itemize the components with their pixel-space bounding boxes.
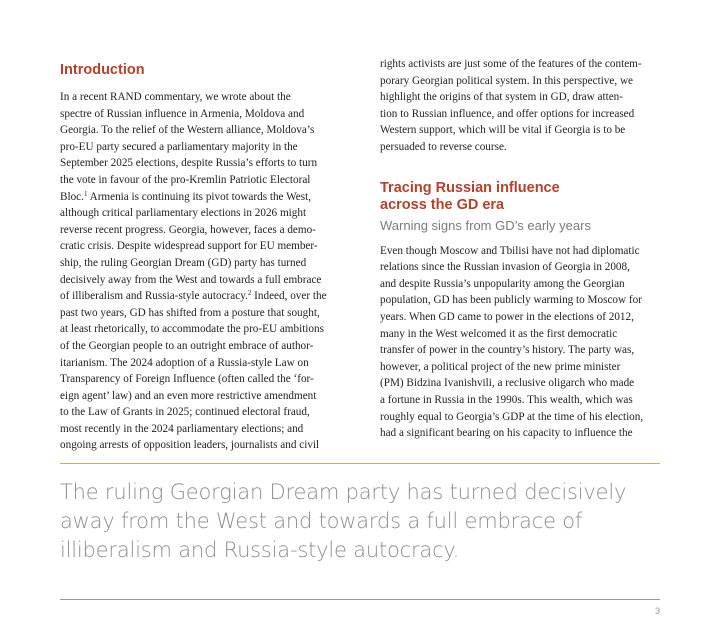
body-line: of the Georgian people to an outright embrace of author- <box>60 339 314 352</box>
body-line: however, a political project of the new prime minister <box>380 360 621 373</box>
body-line: most recently in the 2024 parliamentary elections; and <box>60 422 304 435</box>
body-line: and despite Russia’s unpopularity among the Georgian <box>380 277 625 290</box>
introduction-paragraph <box>60 89 342 454</box>
body-line: a fortune in Russia in the 1990s. This wealth, which was <box>380 393 633 406</box>
body-line: Even though Moscow and Tbilisi have not had diplomatic <box>380 244 640 257</box>
body-line: at least rhetorically, to accommodate the pro-EU ambitions <box>60 323 324 336</box>
page-number: 3 <box>654 606 660 616</box>
heading-line: across the GD era <box>380 196 505 213</box>
body-text: Indeed, over the <box>251 290 327 303</box>
body-line: tion to Russian influence, and offer options for increased <box>380 107 635 120</box>
pull-quote-top-rule <box>60 463 660 464</box>
body-line <box>60 288 342 305</box>
body-line: although critical parliamentary elections in 2026 might <box>60 207 307 220</box>
pull-quote-line: illiberalism and Russia-style autocracy. <box>60 538 460 562</box>
body-line: spectre of Russian influence in Armenia, Moldova and <box>60 107 305 120</box>
footnote-ref-2[interactable]: 2 <box>247 289 252 298</box>
body-line: roughly equal to Georgia’s GDP at the time of his election, <box>380 410 644 423</box>
body-line: Transparency of Foreign Influence (often called the ‘for- <box>60 373 314 386</box>
body-line: ongoing arrests of opposition leaders, journalists and civil <box>60 439 320 452</box>
body-line <box>60 189 342 206</box>
body-line: cratic crisis. Despite widespread support for EU member- <box>60 240 318 253</box>
body-line: relations since the Russian invasion of Georgia in 2008, <box>380 261 630 274</box>
body-line: population, GD has been publicly warming to Moscow for <box>380 294 642 307</box>
body-text: Bloc. <box>60 190 84 203</box>
body-line: highlight the origins of that system in GD, draw atten- <box>380 91 623 104</box>
footer-rule <box>60 599 660 600</box>
continued-paragraph <box>380 56 662 156</box>
body-text: Armenia is continuing its pivot towards the West, <box>87 190 311 203</box>
body-text: of illiberalism and Russia-style autocracy. <box>60 290 248 303</box>
body-line: transfer of power in the country’s history. The party was, <box>380 344 635 357</box>
section-heading-tracing-russian-influence <box>380 180 662 214</box>
body-line: Georgia. To the relief of the Western alliance, Moldova’s <box>60 124 315 137</box>
body-line: eign agent’ law) and an even more restrictive amendment <box>60 389 317 402</box>
section-heading-introduction: Introduction <box>60 62 145 78</box>
footnote-ref-1[interactable]: 1 <box>83 189 88 198</box>
pull-quote <box>60 478 680 565</box>
body-line: persuaded to reverse course. <box>380 140 507 153</box>
body-line: ship, the ruling Georgian Dream (GD) party has turned <box>60 256 307 269</box>
body-line: September 2025 elections, despite Russia’s efforts to turn <box>60 157 318 170</box>
body-line: had a significant bearing on his capacity to influence the <box>380 427 633 440</box>
body-line: years. When GD came to power in the elections of 2012, <box>380 310 634 323</box>
pull-quote-line: The ruling Georgian Dream party has turned decisively <box>60 480 627 504</box>
left-column <box>60 62 342 454</box>
body-line: (PM) Bidzina Ivanishvili, a reclusive oligarch who made <box>380 377 635 390</box>
body-line: In a recent RAND commentary, we wrote about the <box>60 91 291 103</box>
body-line: itarianism. The 2024 adoption of a Russia-style Law on <box>60 356 309 369</box>
body-line: past two years, GD has shifted from a posture that sought, <box>60 306 320 319</box>
pull-quote-line: away from the West and towards a full embrace of <box>60 509 583 533</box>
body-line: porary Georgian political system. In this perspective, we <box>380 74 633 87</box>
tracing-paragraph <box>380 243 662 442</box>
body-line: the vote in favour of the pro-Kremlin Patriotic Electoral <box>60 173 311 186</box>
body-line: reverse recent progress. Georgia, however, faces a demo- <box>60 223 316 236</box>
heading-line: Tracing Russian influence <box>380 179 560 196</box>
body-line: rights activists are just some of the features of the contem- <box>380 58 642 70</box>
body-line: pro-EU party secured a parliamentary majority in the <box>60 140 298 153</box>
body-line: to the Law of Grants in 2025; continued electoral fraud, <box>60 406 310 419</box>
subheading-warning-signs: Warning signs from GD’s early years <box>380 217 591 233</box>
right-column <box>380 56 662 442</box>
section-spacer <box>380 156 662 180</box>
body-line: decisively away from the West and towards a full embrace <box>60 273 322 286</box>
body-line: many in the West welcomed it as the first democratic <box>380 327 618 340</box>
body-line: Western support, which will be vital if Georgia is to be <box>380 124 626 137</box>
